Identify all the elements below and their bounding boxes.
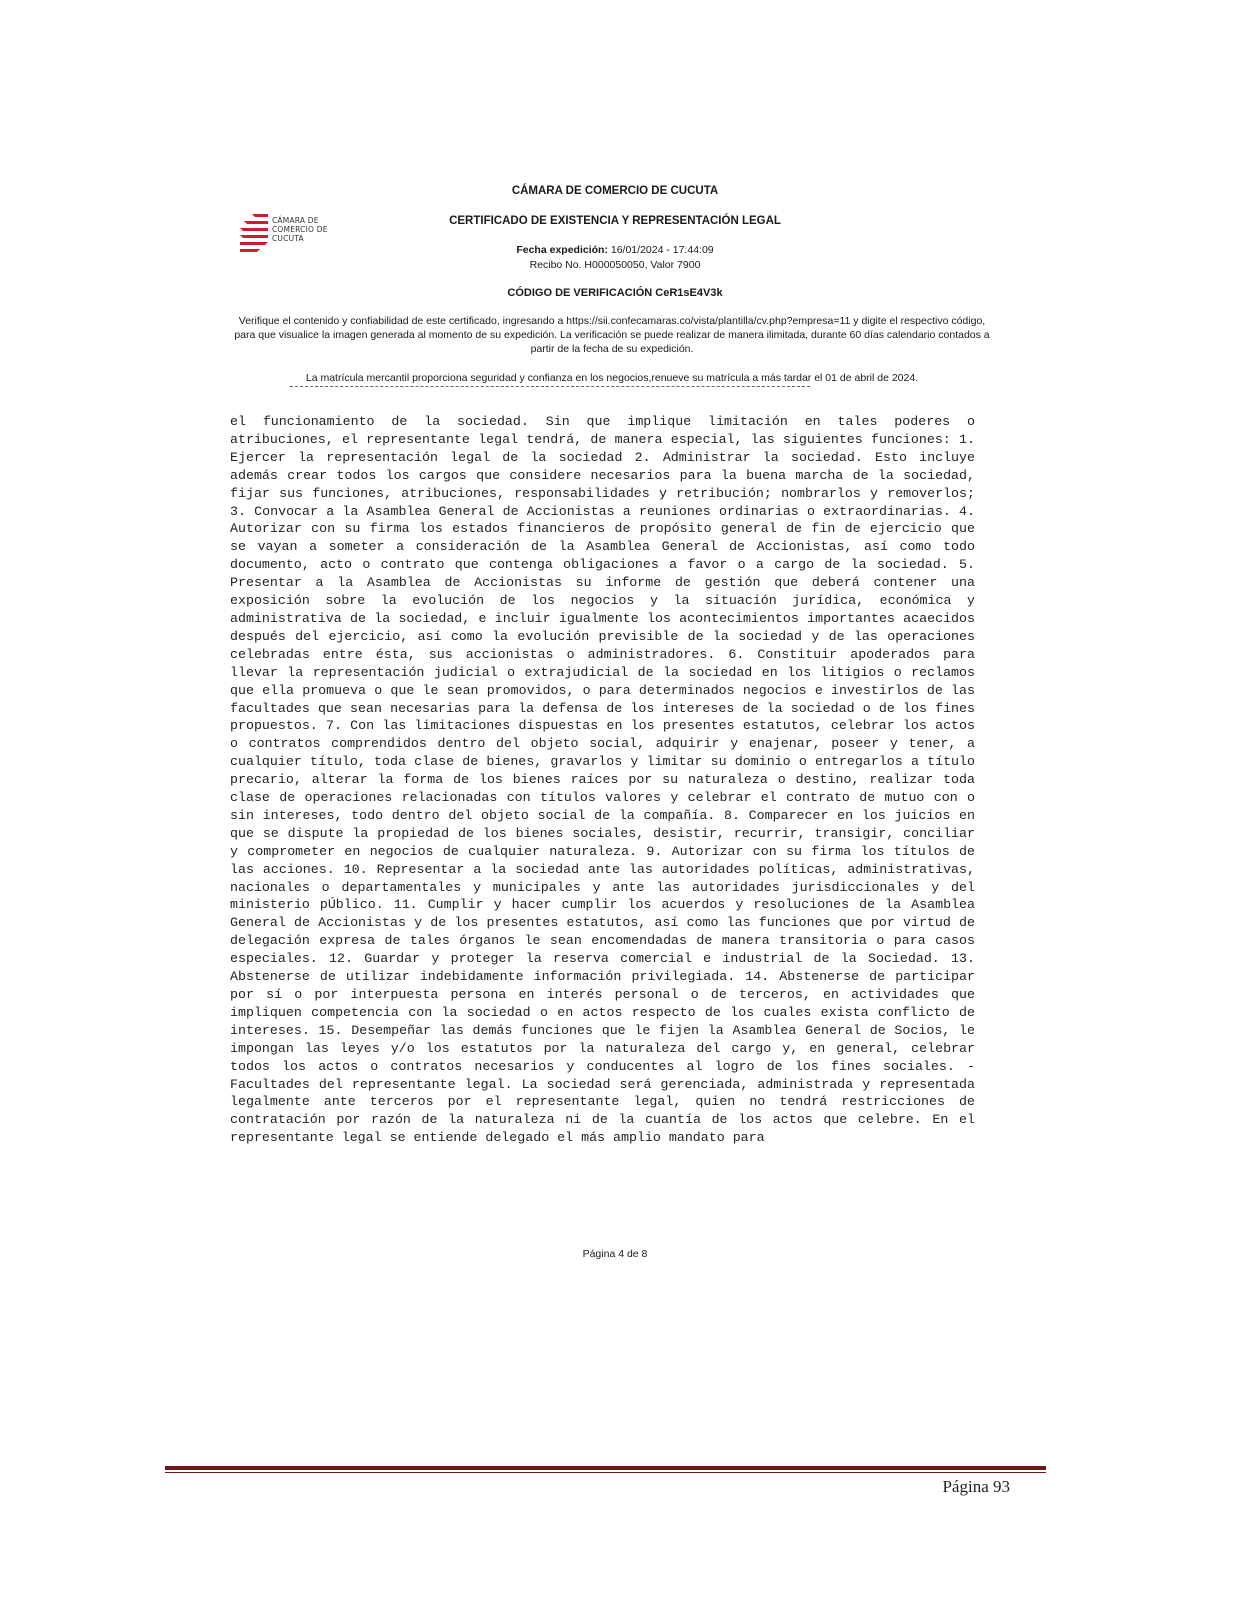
logo-text: CÁMARA DE COMERCIO DE CUCUTA [272, 216, 328, 243]
verification-code: CÓDIGO DE VERIFICACIÓN CeR1sE4V3k [507, 287, 723, 299]
issue-date [230, 244, 1000, 256]
verification-note: Verifique el contenido y confiabilidad de este certificado, ingresando a https://sii.confecamaras.co/vista/plantilla/cv.php?empresa=11 y digite el respectivo código, para que visualice la imagen generada al momento de su expedición. La verificación se puede realizar de manera ilimitada, durante 60 días calendario contados a partir de la fecha de su expedición. [234, 315, 990, 355]
receipt-number: Recibo No. H000050050, Valor 7900 [529, 259, 701, 271]
dashed-divider [290, 386, 810, 387]
footer-rule-thin [165, 1472, 1046, 1473]
issue-date-value: 16/01/2024 - 17:44:09 [610, 244, 714, 256]
chamber-name: CÁMARA DE COMERCIO DE CUCUTA [511, 185, 719, 197]
issue-date-label: Fecha expedición: [516, 244, 608, 256]
document-page-number: Página 93 [942, 1477, 1010, 1496]
footer-rule [165, 1466, 1046, 1470]
inner-page-number: Página 4 de 8 [582, 1248, 648, 1260]
certificate-body-text: el funcionamiento de la sociedad. Sin que implique limitación en tales poderes o atribuciones, el representante legal tendrá, de manera especial, las siguientes funciones: 1. Ejercer la representación legal de la sociedad 2. Administrar la sociedad. Esto incluye además crear todos los cargos que considere necesarios para la buena marcha de la sociedad, fijar sus funciones, atribuciones, responsabilidades y retribución; nombrarlos y removerlos; 3. Convocar a la Asamblea General de Accionistas a reuniones ordinarias o extraordinarias. 4. Autorizar con su firma los estados financieros de propósito general de fin de ejercicio que se vayan a someter a consideración de la Asamblea General de Accionistas, así como todo documento, acto o contrato que contenga obligaciones a favor o a cargo de la sociedad. 5. Presentar a la Asamblea de Accionistas su informe de gestión que deberá contener una exposición sobre la evolución de los negocios y la situación jurídica, económica y administrativa de la sociedad, e incluir igualmente los acontecimientos importantes acaecidos después del ejercicio, así como la evolución previsible de la sociedad y de las operaciones celebradas entre ésta, sus accionistas o administradores. 6. Constituir apoderados para llevar la representación judicial o extrajudicial de la sociedad en los litigios o reclamos que ella promueva o que le sean promovidos, o para determinados negocios e investirlos de las facultades que sean necesarias para la defensa de los intereses de la sociedad o de los fines propuestos. 7. Con las limitaciones dispuestas en los presentes estatutos, celebrar los actos o contratos comprendidos dentro del objeto social, adquirir y enajenar, poseer y tener, a cualquier título, toda clase de bienes, gravarlos y limitar su dominio o entregarlos a título precario, alterar la forma de los bienes raíces por su naturaleza o destino, realizar toda clase de operaciones relacionadas con títulos valores y celebrar el contrato de mutuo con o sin intereses, todo dentro del objeto social de la compañía. 8. Comparecer en los juicios en que se dispute la propiedad de los bienes sociales, desistir, recurrir, transigir, conciliar y comprometer en negocios de cualquier naturaleza. 9. Autorizar con su firma los títulos de las acciones. 10. Representar a la sociedad ante las autoridades políticas, administrativas, nacionales o departamentales y municipales y ante las autoridades jurisdiccionales y del ministerio pÚblico. 11. Cumplir y hacer cumplir los acuerdos y resoluciones de la Asamblea General de Accionistas y de los presentes estatutos, así como las funciones que por virtud de delegación expresa de tales órganos le sean encomendadas de manera transitoria o para casos especiales. 12. Guardar y proteger la reserva comercial e industrial de la Sociedad. 13. Abstenerse de utilizar indebidamente información privilegiada. 14. Abstenerse de participar por sí o por interpuesta persona en interés personal o de terceros, en actividades que impliquen competencia con la sociedad o en actos respecto de los cuales exista conflicto de intereses. 15. Desempeñar las demás funciones que le fijen la Asamblea General de Socios, le impongan las leyes y/o los estatutos por la naturaleza del cargo y, en general, celebrar todos los actos o contratos necesarios y conducentes al logro de los fines sociales. - Facultades del representante legal. La sociedad será gerenciada, administrada y representada legalmente ante terceros por el representante legal, quien no tendrá restricciones de contratación por razón de la naturaleza ni de la cuantía de los actos que celebre. En el representante legal se entiende delegado el más amplio mandato para [230, 414, 975, 1146]
certificate-title: CERTIFICADO DE EXISTENCIA Y REPRESENTACIÓN LEGAL [449, 215, 781, 227]
registration-note: La matrícula mercantil proporciona seguridad y confianza en los negocios,renueve su matrícula a más tardar el 01 de abril de 2024. [305, 372, 919, 384]
